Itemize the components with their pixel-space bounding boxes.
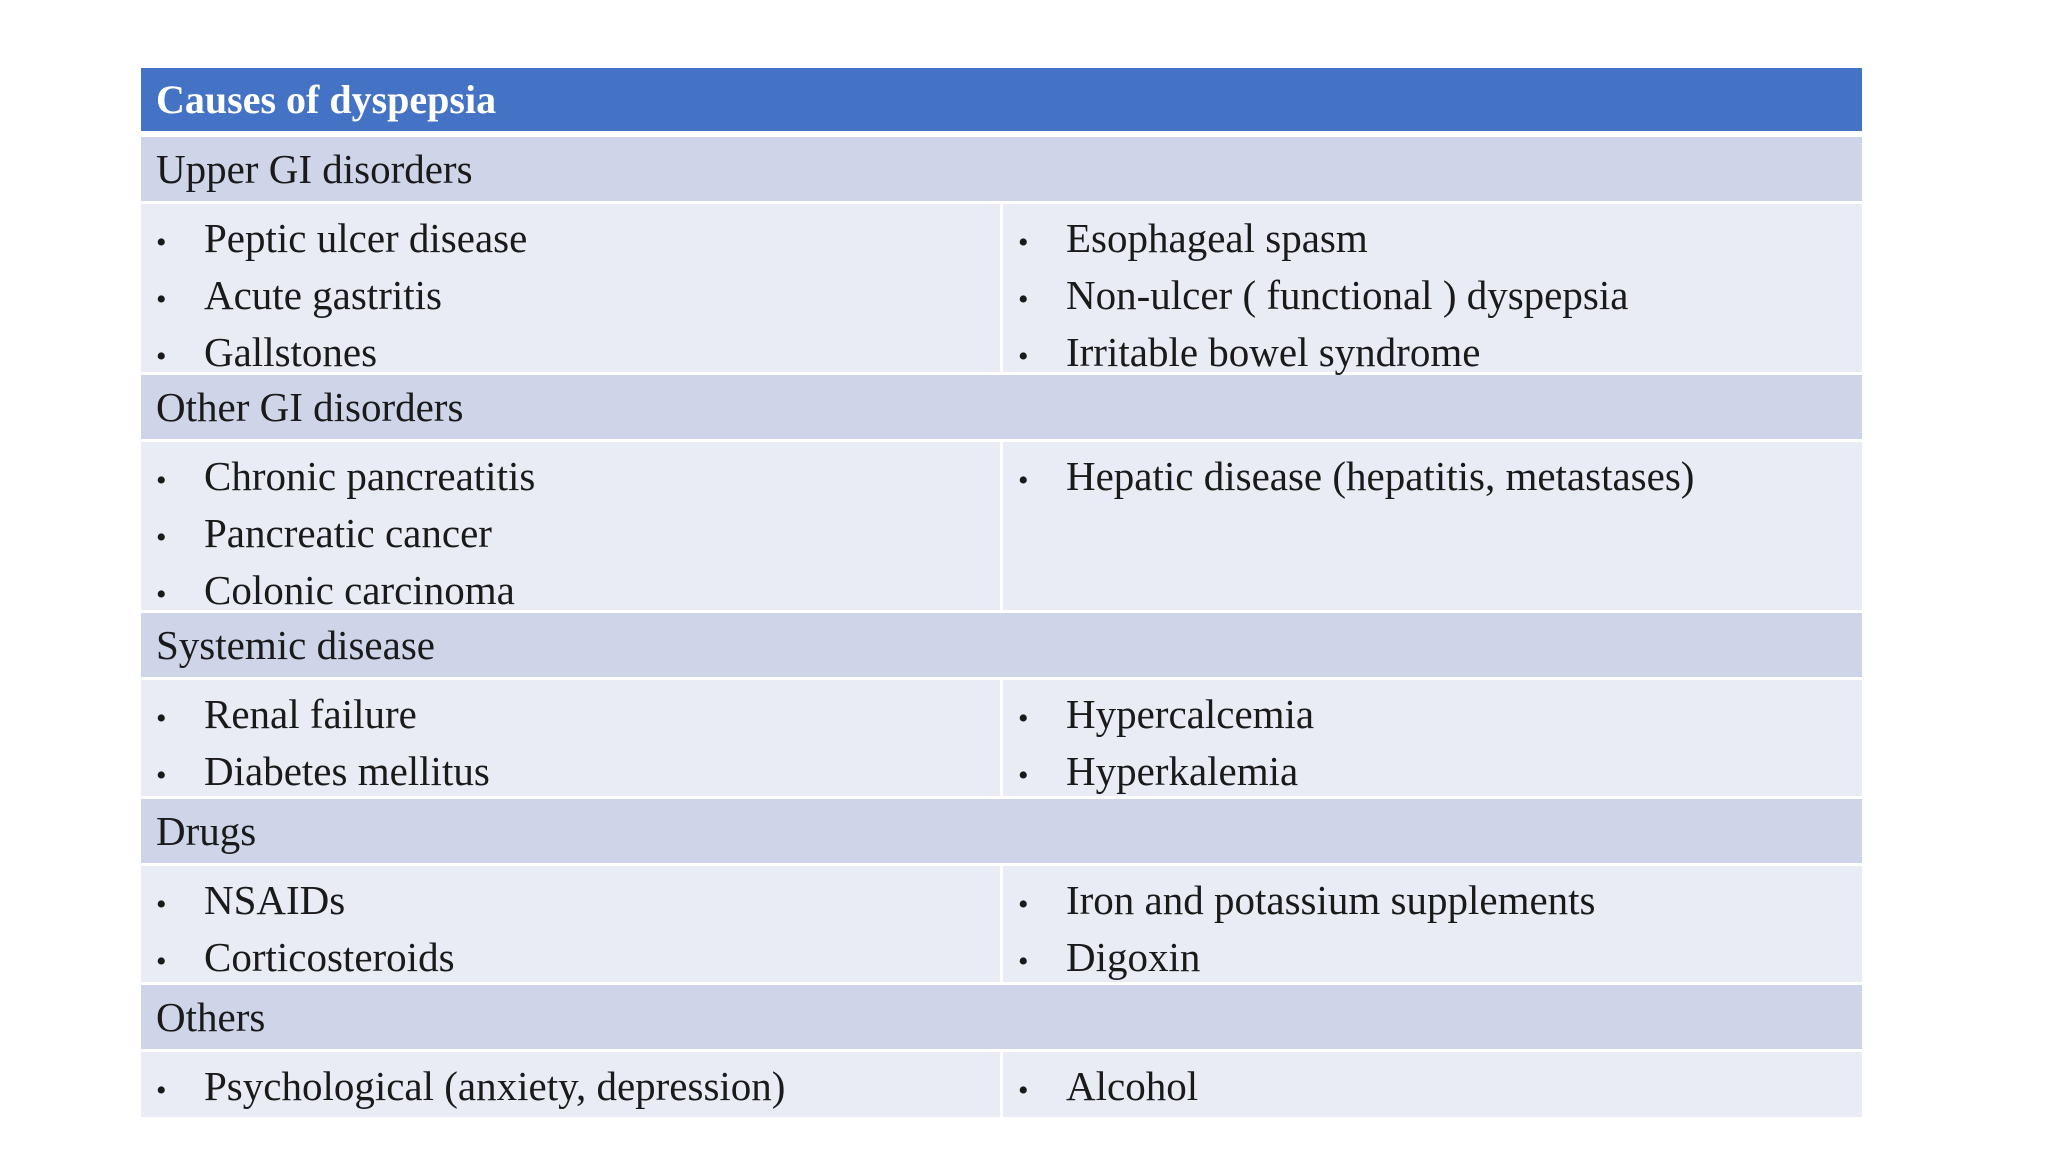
left-column xyxy=(141,680,1000,796)
left-column xyxy=(141,866,1000,982)
list-item: • Acute gastritis xyxy=(156,269,1000,326)
list-item: • Iron and potassium supplements xyxy=(1018,874,1862,931)
section-header-others xyxy=(141,985,1862,1049)
list-item: • Diabetes mellitus xyxy=(156,745,1000,802)
right-column xyxy=(1003,680,1862,796)
right-column xyxy=(1003,442,1862,610)
bullet-icon: • xyxy=(1018,1074,1029,1107)
bullet-icon: • xyxy=(1018,340,1029,373)
section-header-label: Upper GI disorders xyxy=(156,145,473,192)
bullet-icon: • xyxy=(156,888,167,921)
section-body-other-gi xyxy=(141,442,1862,613)
list-item: • Colonic carcinoma xyxy=(156,564,1000,621)
bullet-icon: • xyxy=(156,226,167,259)
table-title: Causes of dyspepsia xyxy=(156,76,497,122)
section-header-label: Drugs xyxy=(156,807,257,854)
section-header-other-gi xyxy=(141,375,1862,439)
list-item: • Hepatic disease (hepatitis, metastases) xyxy=(1018,450,1862,507)
right-column xyxy=(1003,1052,1862,1117)
left-column xyxy=(141,1052,1000,1117)
list-item: • Esophageal spasm xyxy=(1018,212,1862,269)
list-item: • Psychological (anxiety, depression) xyxy=(156,1060,1000,1117)
left-column xyxy=(141,204,1000,375)
section-header-systemic xyxy=(141,613,1862,677)
list-item: • Chronic pancreatitis xyxy=(156,450,1000,507)
bullet-icon: • xyxy=(156,1074,167,1107)
list-item: • Hyperkalemia xyxy=(1018,745,1862,802)
section-header-label: Systemic disease xyxy=(156,621,435,668)
list-item: • Alcohol xyxy=(1018,1060,1862,1117)
bullet-icon: • xyxy=(1018,945,1029,978)
bullet-icon: • xyxy=(156,945,167,978)
list-item: • Pancreatic cancer xyxy=(156,507,1000,564)
bullet-icon: • xyxy=(1018,759,1029,792)
list-item: • Gallstones xyxy=(156,326,1000,383)
bullet-icon: • xyxy=(156,759,167,792)
section-body-upper-gi xyxy=(141,204,1862,375)
list-item: • Irritable bowel syndrome xyxy=(1018,326,1862,383)
right-column xyxy=(1003,204,1862,375)
list-item: • Hypercalcemia xyxy=(1018,688,1862,745)
bullet-icon: • xyxy=(156,521,167,554)
bullet-icon: • xyxy=(156,578,167,611)
left-column xyxy=(141,442,1000,613)
section-body-others xyxy=(141,1052,1862,1117)
bullet-icon: • xyxy=(1018,702,1029,735)
list-item: • Corticosteroids xyxy=(156,931,1000,988)
bullet-icon: • xyxy=(1018,283,1029,316)
bullet-icon: • xyxy=(1018,464,1029,497)
list-item: • Renal failure xyxy=(156,688,1000,745)
list-item: • Peptic ulcer disease xyxy=(156,212,1000,269)
list-item: • NSAIDs xyxy=(156,874,1000,931)
bullet-icon: • xyxy=(1018,226,1029,259)
table-title-row xyxy=(141,68,1862,131)
bullet-icon: • xyxy=(156,283,167,316)
section-body-systemic xyxy=(141,680,1862,796)
section-header-label: Others xyxy=(156,993,266,1040)
list-item: • Non-ulcer ( functional ) dyspepsia xyxy=(1018,269,1862,326)
section-header-drugs xyxy=(141,799,1862,863)
bullet-icon: • xyxy=(156,702,167,735)
section-header-upper-gi xyxy=(141,137,1862,201)
bullet-icon: • xyxy=(156,340,167,373)
bullet-icon: • xyxy=(1018,888,1029,921)
right-column xyxy=(1003,866,1862,982)
list-item: • Digoxin xyxy=(1018,931,1862,988)
section-header-label: Other GI disorders xyxy=(156,383,464,430)
section-body-drugs xyxy=(141,866,1862,982)
bullet-icon: • xyxy=(156,464,167,497)
dyspepsia-causes-table xyxy=(141,68,1862,1117)
